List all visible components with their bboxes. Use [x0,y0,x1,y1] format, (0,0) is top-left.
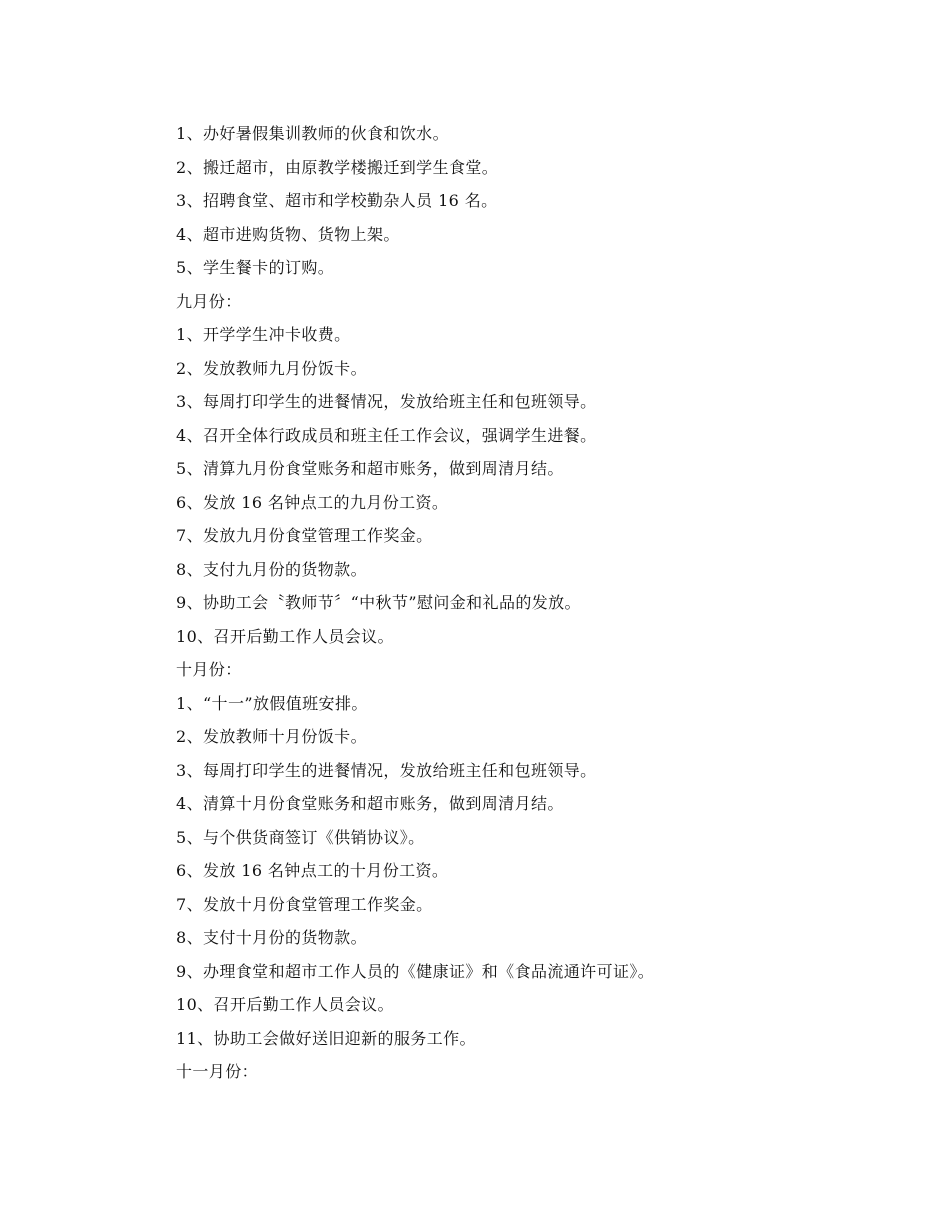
list-item: 9、协助工会〝教师节〞“中秋节”慰问金和礼品的发放。 [176,593,581,612]
list-item: 8、支付十月份的货物款。 [176,928,367,947]
section-heading: 十一月份： [176,1062,259,1081]
list-item: 5、学生餐卡的订购。 [176,258,335,277]
list-item: 4、清算十月份食堂账务和超市账务，做到周清月结。 [176,794,564,813]
list-item: 4、召开全体行政成员和班主任工作会议，强调学生进餐。 [176,425,597,445]
section-heading: 九月份： [176,291,242,311]
list-item: 8、支付九月份的货物款。 [176,559,367,579]
list-item: 6、发放 16 名钟点工的九月份工资。 [176,492,449,512]
list-item: 1、“十一”放假值班安排。 [176,693,368,713]
list-item: 5、与个供货商签订《供销协议》。 [176,827,425,847]
document-body [176,117,896,1089]
list-item: 3、招聘食堂、超市和学校勤杂人员 16 名。 [176,191,498,210]
list-item: 2、发放教师九月份饭卡。 [176,358,367,378]
list-item: 7、发放九月份食堂管理工作奖金。 [176,526,433,545]
list-item: 11、协助工会做好送旧迎新的服务工作。 [176,1028,476,1048]
list-item: 9、办理食堂和超市工作人员的《健康证》和《食品流通许可证》。 [176,961,655,981]
list-item: 5、清算九月份食堂账务和超市账务，做到周清月结。 [176,459,564,478]
list-item: 10、召开后勤工作人员会议。 [176,995,394,1014]
list-item: 2、搬迁超市，由原教学楼搬迁到学生食堂。 [176,157,499,177]
section-heading: 十月份： [176,660,242,679]
list-item: 6、发放 16 名钟点工的十月份工资。 [176,861,449,880]
list-item: 4、超市进购货物、货物上架。 [176,224,400,244]
list-item: 10、召开后勤工作人员会议。 [176,626,394,646]
list-item: 3、每周打印学生的进餐情况，发放给班主任和包班领导。 [176,760,597,780]
list-item: 3、每周打印学生的进餐情况，发放给班主任和包班领导。 [176,392,597,411]
list-item: 2、发放教师十月份饭卡。 [176,727,367,746]
list-item: 1、办好暑假集训教师的伙食和饮水。 [176,124,449,143]
list-item: 1、开学学生冲卡收费。 [176,325,351,344]
list-item: 7、发放十月份食堂管理工作奖金。 [176,894,433,914]
